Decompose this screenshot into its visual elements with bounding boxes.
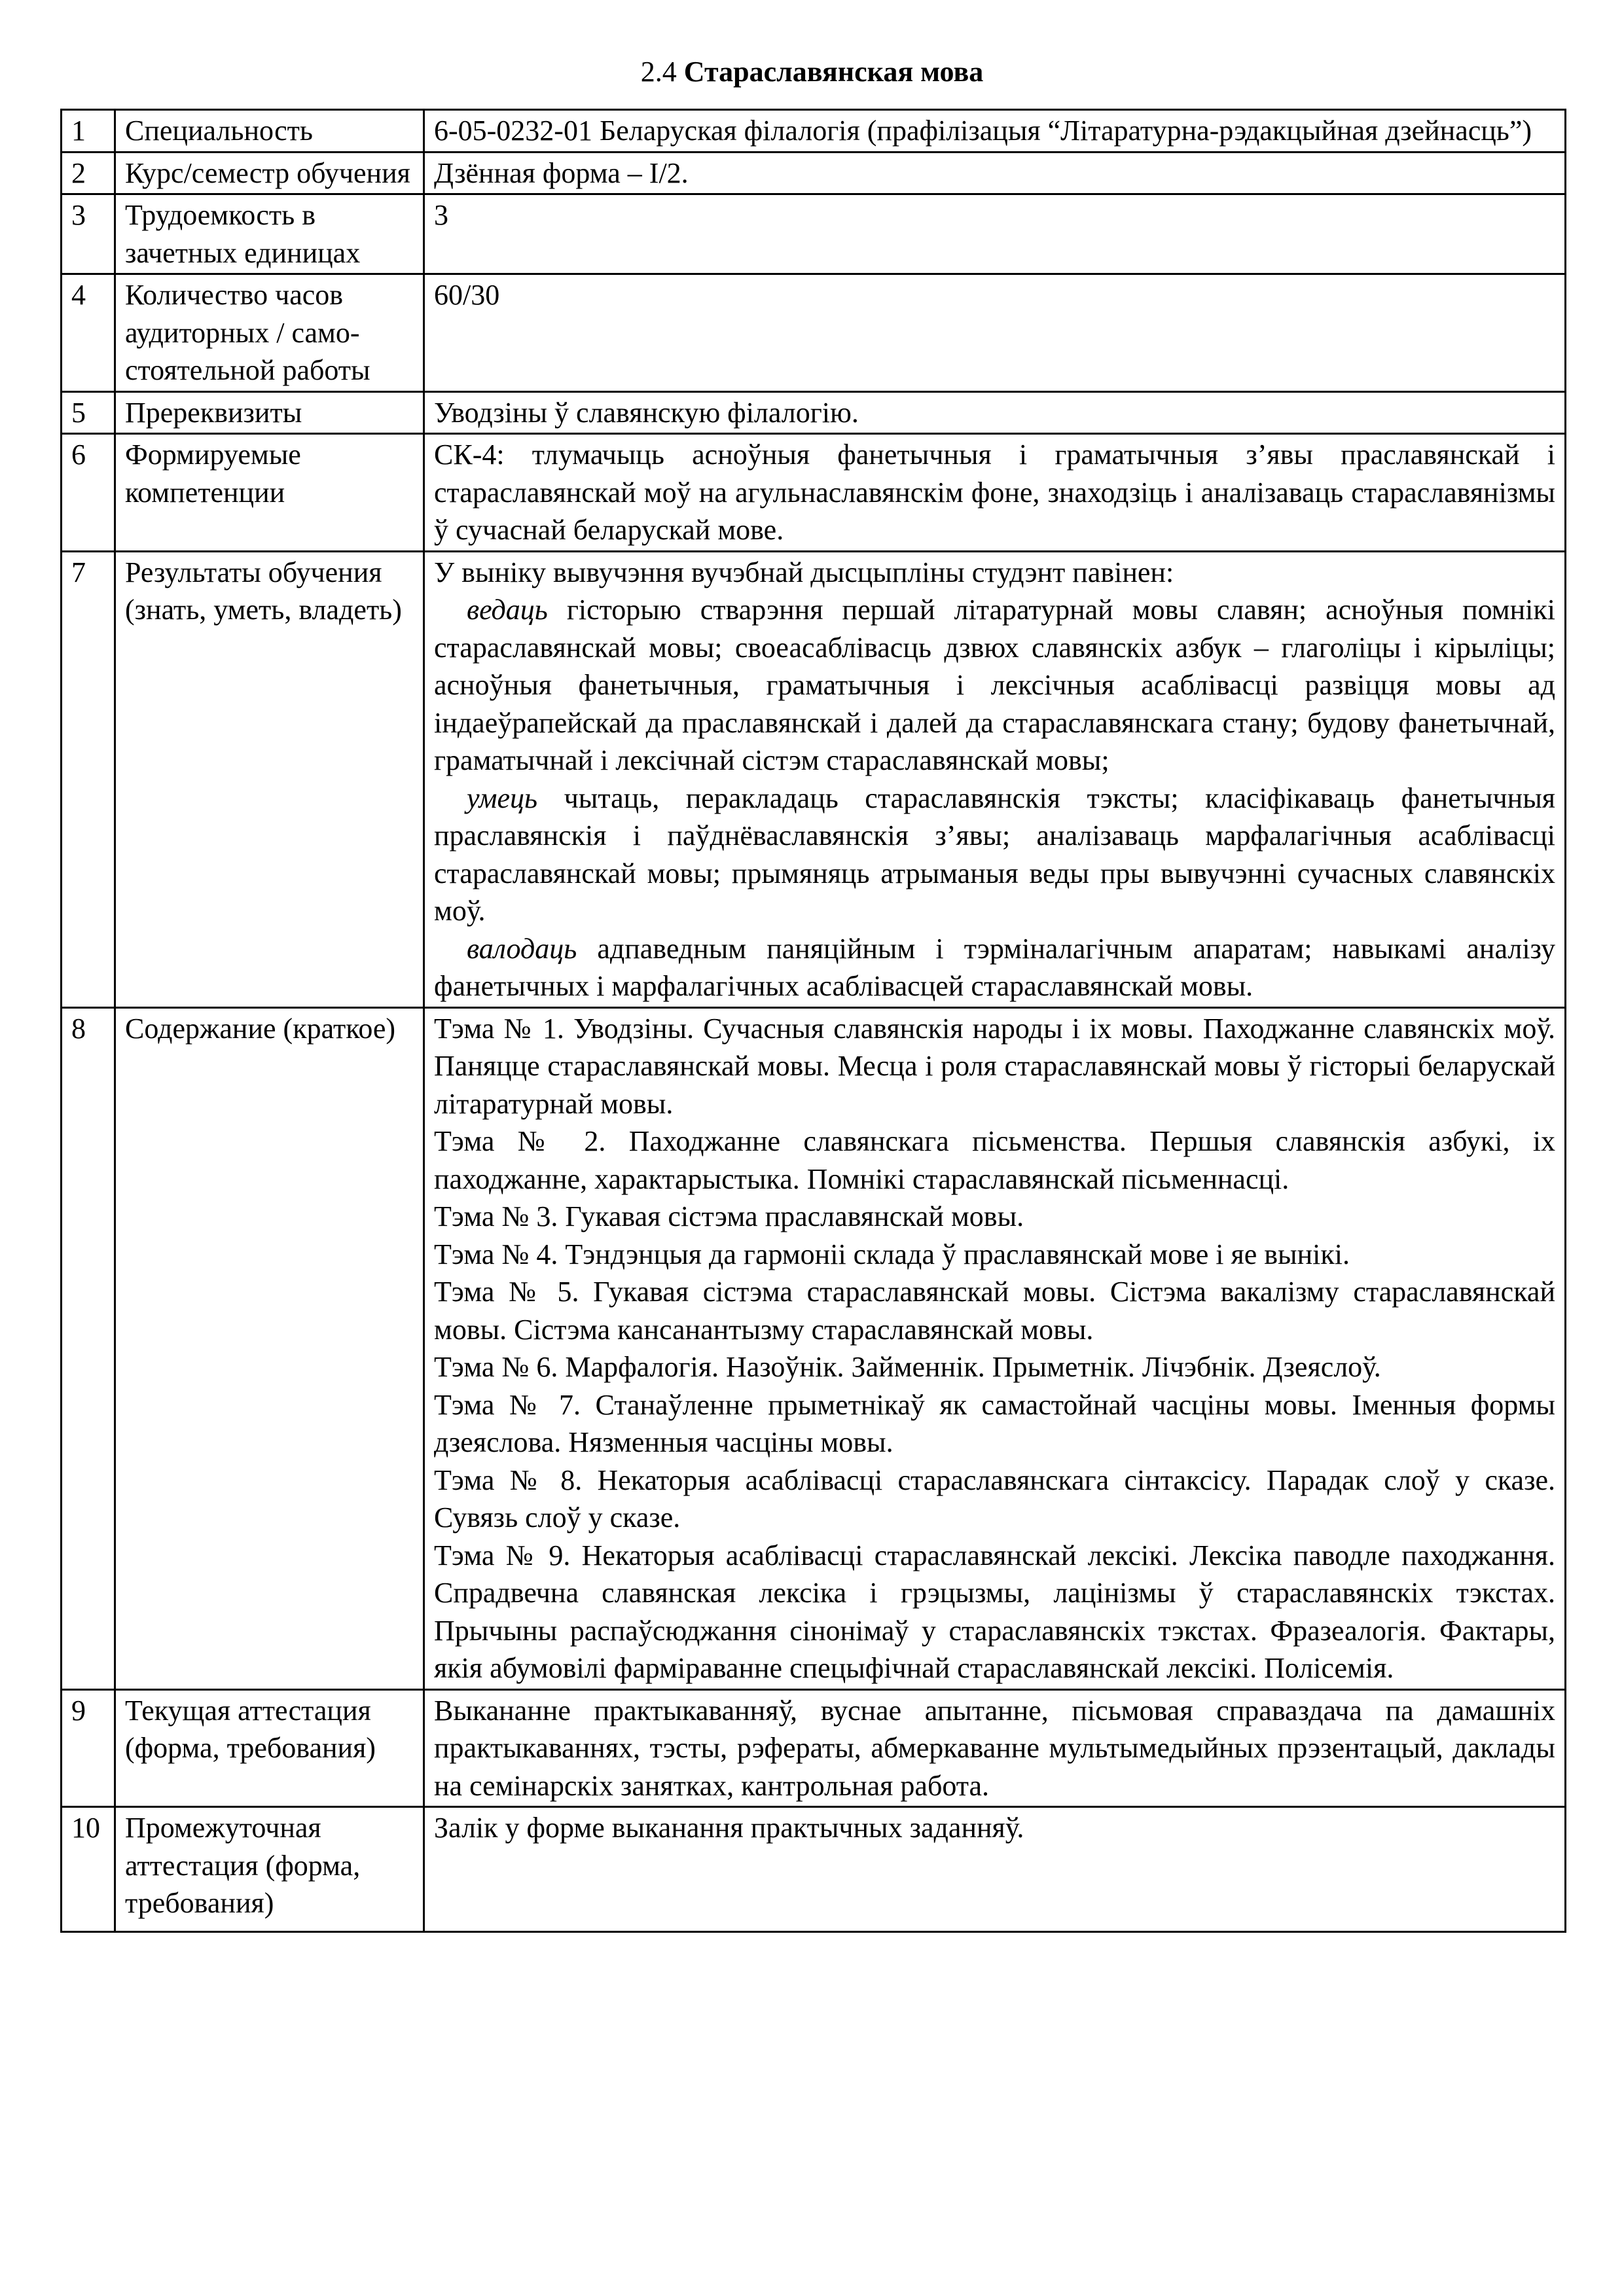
row-value: СК-4: тлумачыць асноўныя фанетычныя і граматычныя з’явы праславянскай і стараславянскай моў на агульнаславянскім фоне, знаходзіць і аналізаваць стараславянізмы ў сучаснай беларускай мове. [424,434,1566,552]
table-row [62,1007,1566,1689]
topic-item: Тэма № 4. Тэндэнцыя да гармоніі склада ў праславянскай мове і яе вынікі. [434,1238,1350,1270]
row-number: 3 [62,194,115,274]
row-number: 10 [62,1807,115,1932]
row-number: 2 [62,152,115,194]
outcome-text: чытаць, перакладаць стараславянскія тэксты; класіфікаваць фанетычныя праславянскія і паўднёваславянскія з’явы; аналізаваць марфалагічныя асаблівасці стараславянскай мовы; прымяняць атрыманыя веды пры вывучэнні сучасных славянскіх моў. [434,781,1555,927]
outcome-item [434,780,1555,930]
table-row [62,110,1566,152]
section-name: Стараславянская мова [683,56,984,88]
table-row [62,1807,1566,1932]
outcomes-intro: У выніку вывучэння вучэбнай дысцыпліны студэнт павінен: [434,556,1174,588]
row-value: Дзённая форма – I/2. [424,152,1566,194]
discipline-table [60,109,1566,1933]
outcome-text: гісторыю стварэння першай літаратурнай мовы славян; асноўныя помнікі стараславянскай мовы; своеасаблівасць дзвюх славянскіх азбук – глаголіцы і кірыліцы; асноўныя фанетычныя, граматычныя і лексічныя асаблівасці развіцця мовы ад індаеўрапейскай да праславянскай і далей да стараславянскага стану; будову фанетычнай, граматычнай і лексічнай сістэм стараславянскай мовы; [434,594,1555,776]
row-value: Уводзіны ў славянскую філалогію. [424,391,1566,434]
row-label: Количество часов аудиторных / само-стоятельной работы [115,274,424,392]
topic-item: Тэма № 5. Гукавая сістэма стараславянскай мовы. Сістэма вакалізму стараславянскай мовы. Сістэма кансанантызму стараславянскай мовы. [434,1276,1555,1346]
table-row [62,274,1566,392]
row-number: 1 [62,110,115,152]
row-label: Трудоемкость в зачетных единицах [115,194,424,274]
topic-item: Тэма № 7. Станаўленне прыметнікаў як самастойнай часціны мовы. Іменныя формы дзеяслова. Нязменныя часціны мовы. [434,1388,1555,1458]
topic-item: Тэма № 3. Гукавая сістэма праславянскай мовы. [434,1200,1024,1232]
row-label: Пререквизиты [115,391,424,434]
content-topics [424,1007,1566,1689]
outcome-item [434,930,1555,1005]
table-row [62,1689,1566,1807]
row-value: 3 [424,194,1566,274]
table-row [62,434,1566,552]
topic-item: Тэма № 2. Паходжанне славянскага пісьменства. Першыя славянскія азбукі, іх паходжанне, характарыстыка. Помнікі стараславянскай пісьменнасці. [434,1125,1555,1195]
outcome-item [434,591,1555,780]
table-row [62,194,1566,274]
outcome-text: адпаведным паняційным і тэрміналагічным апаратам; навыкамі аналізу фанетычных і марфалагічных асаблівасцей стараславянскай мовы. [434,932,1555,1002]
section-number: 2.4 [640,56,677,88]
row-value: Выкананне практыкаванняў, вуснае апытанне, пісьмовая справаздача па дамашніх практыкаваннях, тэсты, рэфераты, абмеркаванне мультымедыйных прэзентацый, даклады на семінарскіх занятках, кантрольная работа. [424,1689,1566,1807]
page-title [0,52,1624,92]
outcome-term: ведаць [467,594,548,626]
row-label: Курс/семестр обучения [115,152,424,194]
topic-item: Тэма № 8. Некаторыя асаблівасці стараславянскага сінтаксісу. Парадак слоў у сказе. Сувязь слоў у сказе. [434,1463,1555,1534]
row-label: Специальность [115,110,424,152]
row-number: 6 [62,434,115,552]
row-label: Формируемые компетенции [115,434,424,552]
topic-item: Тэма № 1. Уводзіны. Сучасныя славянскія народы і іх мовы. Паходжанне славянскіх моў. Паняцце стараславянскай мовы. Месца і роля стараславянскай мовы ў гісторыі беларускай літаратурнай мовы. [434,1012,1555,1120]
table-row [62,152,1566,194]
topic-item: Тэма № 6. Марфалогія. Назоўнік. Займеннік. Прыметнік. Лічэбнік. Дзеяслоў. [434,1351,1381,1383]
row-number: 8 [62,1007,115,1689]
table-row [62,391,1566,434]
row-number: 4 [62,274,115,392]
row-number: 5 [62,391,115,434]
row-label: Содержание (краткое) [115,1007,424,1689]
learning-outcomes [424,551,1566,1007]
topic-item: Тэма № 9. Некаторыя асаблівасці стараславянскай лексікі. Лексіка паводле паходжання. Спрадвечна славянская лексіка і грэцызмы, лацінізмы ў стараславянскіх тэкстах. Прычыны распаўсюджання сінонімаў у стараславянскіх тэкстах. Фразеалогія. Фактары, якія абумовілі фарміраванне спецыфічнай стараславянскай лексікі. Полісемія. [434,1539,1555,1684]
row-label: Текущая аттестация (форма, требования) [115,1689,424,1807]
row-number: 9 [62,1689,115,1807]
row-label: Промежуточная аттестация (форма, требования) [115,1807,424,1932]
table-row [62,551,1566,1007]
row-value: 60/30 [424,274,1566,392]
row-value: 6-05-0232-01 Беларуская філалогія (прафілізацыя “Літаратурна-рэдакцыйная дзейнасць”) [424,110,1566,152]
outcome-term: валодаць [467,932,577,965]
row-value: Залік у форме выканання практычных заданняў. [424,1807,1566,1932]
outcome-term: умець [467,781,538,814]
row-number: 7 [62,551,115,1007]
row-label: Результаты обучения (знать, уметь, владеть) [115,551,424,1007]
